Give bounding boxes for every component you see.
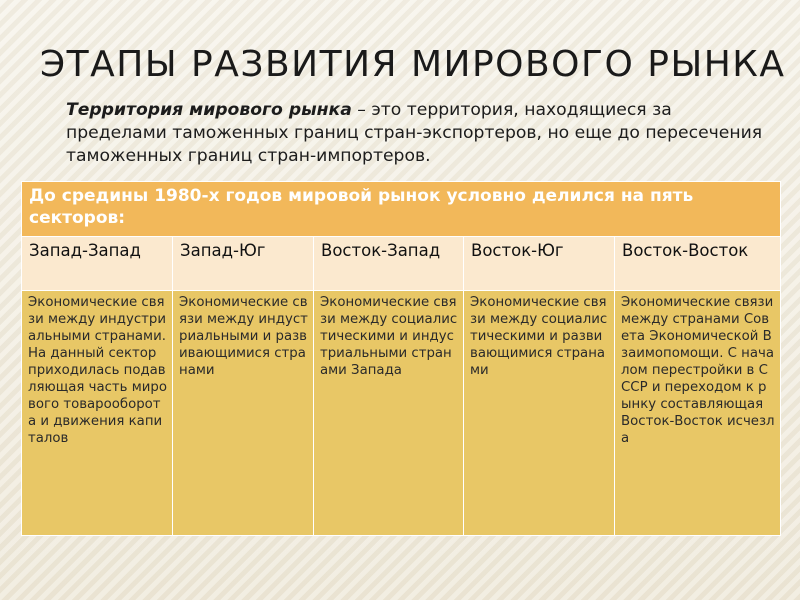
slide-title: ЭТАПЫ РАЗВИТИЯ МИРОВОГО РЫНКА <box>40 44 786 85</box>
definition-term: Территория мирового рынка <box>66 100 352 120</box>
sector-description-cell <box>314 291 464 536</box>
sector-description-text: Экономические связи между социалистическими и индустриальными странами Запада <box>320 295 458 378</box>
sector-name-cell: Восток-Запад <box>314 237 464 291</box>
sector-description-text: Экономические связи между странами Совета Экономической Взаимопомощи. С началом перестройки в СССР и переходом к рынку составляющая Восток-Восток исчезла <box>621 295 775 446</box>
definition-text: – это территория, находящиеся за пределами таможенных границ стран-экспортеров, но еще до пересечения таможенных границ стран-импортеров. <box>66 100 763 166</box>
sector-name-row <box>22 237 781 291</box>
sector-name-cell: Запад-Юг <box>173 237 314 291</box>
sectors-table <box>21 181 781 536</box>
sector-name-cell: Восток-Юг <box>464 237 615 291</box>
definition-paragraph <box>66 99 778 168</box>
sector-description-cell <box>173 291 314 536</box>
sector-description-row <box>22 291 781 536</box>
sector-description-text: Экономические связи между социалистическими и развивающимися странами <box>470 295 608 378</box>
sector-description-cell <box>464 291 615 536</box>
table-header-cell: До средины 1980-х годов мировой рынок условно делился на пять секторов: <box>22 182 781 237</box>
sector-name-cell: Восток-Восток <box>615 237 781 291</box>
sector-description-text: Экономические связи между индустриальными странами. На данный сектор приходилась подавляющая часть мирового товарооборота и движения капиталов <box>28 295 167 446</box>
table-header-row <box>22 182 781 237</box>
sector-description-cell <box>615 291 781 536</box>
sector-name-cell: Запад-Запад <box>22 237 173 291</box>
sector-description-cell <box>22 291 173 536</box>
sector-description-text: Экономические связи между индустриальными и развивающимися странами <box>179 295 308 378</box>
